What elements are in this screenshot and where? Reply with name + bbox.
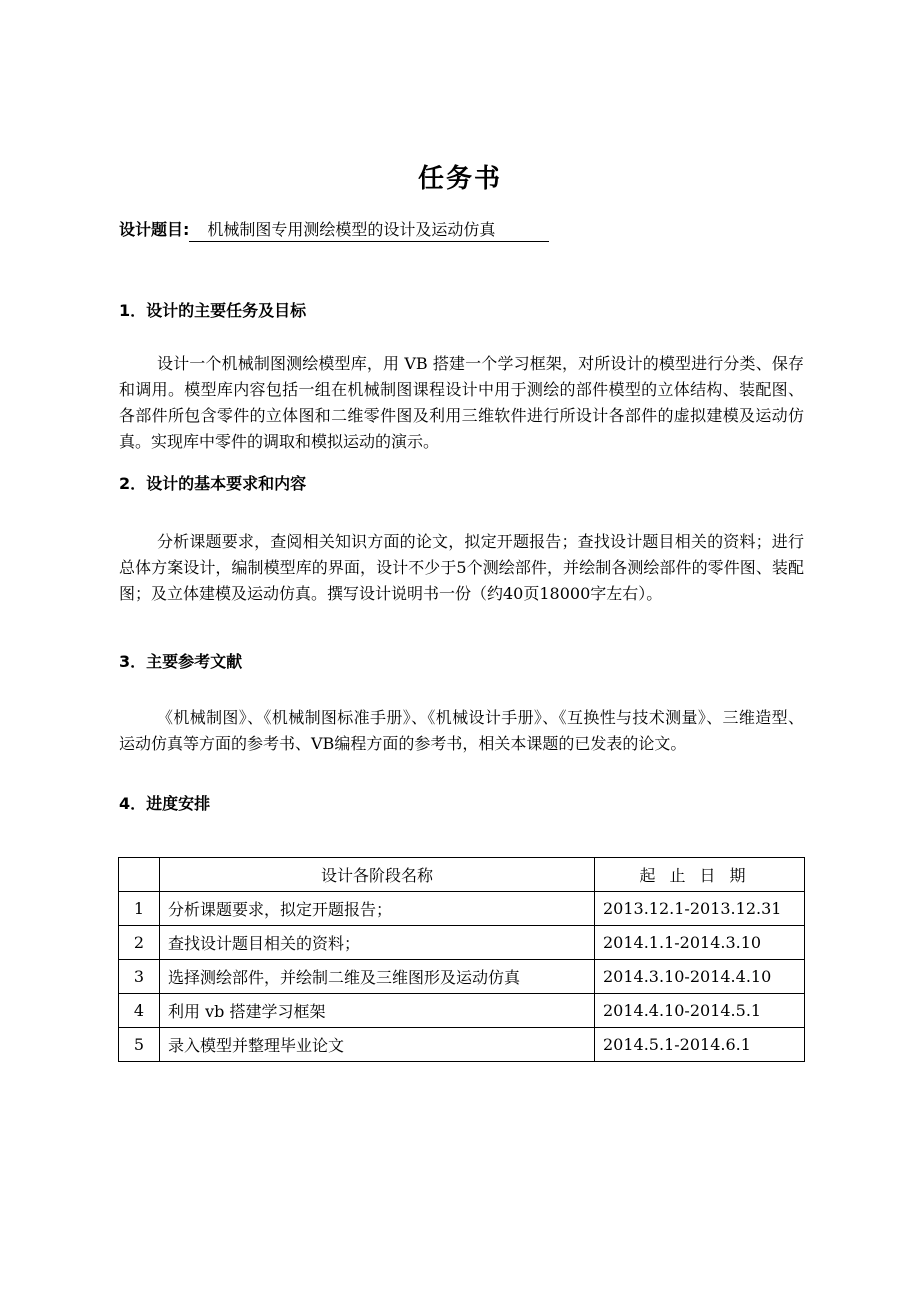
row-date: 2014.3.10-2014.4.10 (595, 960, 805, 994)
section-heading-2: 2．设计的基本要求和内容 (119, 474, 307, 493)
section-heading-1: 1．设计的主要任务及目标 (119, 301, 307, 320)
row-date: 2013.12.1-2013.12.31 (595, 892, 805, 926)
row-no: 4 (119, 994, 160, 1028)
row-stage: 选择测绘部件，并绘制二维及三维图形及运动仿真 (160, 960, 595, 994)
subject-value: 机械制图专用测绘模型的设计及运动仿真 (189, 217, 549, 242)
row-stage: 录入模型并整理毕业论文 (160, 1028, 595, 1062)
document-title: 任务书 (417, 164, 502, 194)
row-no: 2 (119, 926, 160, 960)
subject-label: 设计题目: (119, 220, 190, 239)
row-no: 3 (119, 960, 160, 994)
design-subject (119, 217, 549, 242)
section-heading-4: 4．进度安排 (119, 794, 211, 813)
row-stage: 分析课题要求，拟定开题报告； (160, 892, 595, 926)
section-body-2: 分析课题要求，查阅相关知识方面的论文，拟定开题报告；查找设计题目相关的资料；进行总体方案设计，编制模型库的界面，设计不少于5个测绘部件，并绘制各测绘部件的零件图、装配图；及立体建模及运动仿真。撰写设计说明书一份（约40页18000字左右）。 (119, 532, 804, 603)
row-date: 2014.5.1-2014.6.1 (595, 1028, 805, 1062)
table-row (119, 994, 805, 1028)
row-date: 2014.1.1-2014.3.10 (595, 926, 805, 960)
section-body-3: 《机械制图》、《机械制图标准手册》、《机械设计手册》、《互换性与技术测量》、三维造型、运动仿真等方面的参考书、VB编程方面的参考书，相关本课题的已发表的论文。 (119, 708, 804, 753)
header-no (119, 858, 160, 892)
row-no: 1 (119, 892, 160, 926)
row-no: 5 (119, 1028, 160, 1062)
row-date: 2014.4.10-2014.5.1 (595, 994, 805, 1028)
schedule-table (118, 857, 805, 1062)
table-row (119, 1028, 805, 1062)
section-heading-3: 3．主要参考文献 (119, 652, 243, 671)
section-body-1: 设计一个机械制图测绘模型库，用 VB 搭建一个学习框架，对所设计的模型进行分类、保存和调用。模型库内容包括一组在机械制图课程设计中用于测绘的部件模型的立体结构、装配图、各部件所包含零件的立体图和二维零件图及利用三维软件进行所设计各部件的虚拟建模及运动仿真。实现库中零件的调取和模拟运动的演示。 (119, 354, 804, 451)
row-stage: 查找设计题目相关的资料； (160, 926, 595, 960)
header-stage: 设计各阶段名称 (160, 858, 595, 892)
header-date: 起止日期 (595, 858, 805, 892)
table-row (119, 926, 805, 960)
table-row (119, 960, 805, 994)
table-row (119, 892, 805, 926)
table-header-row (119, 858, 805, 892)
row-stage: 利用 vb 搭建学习框架 (160, 994, 595, 1028)
